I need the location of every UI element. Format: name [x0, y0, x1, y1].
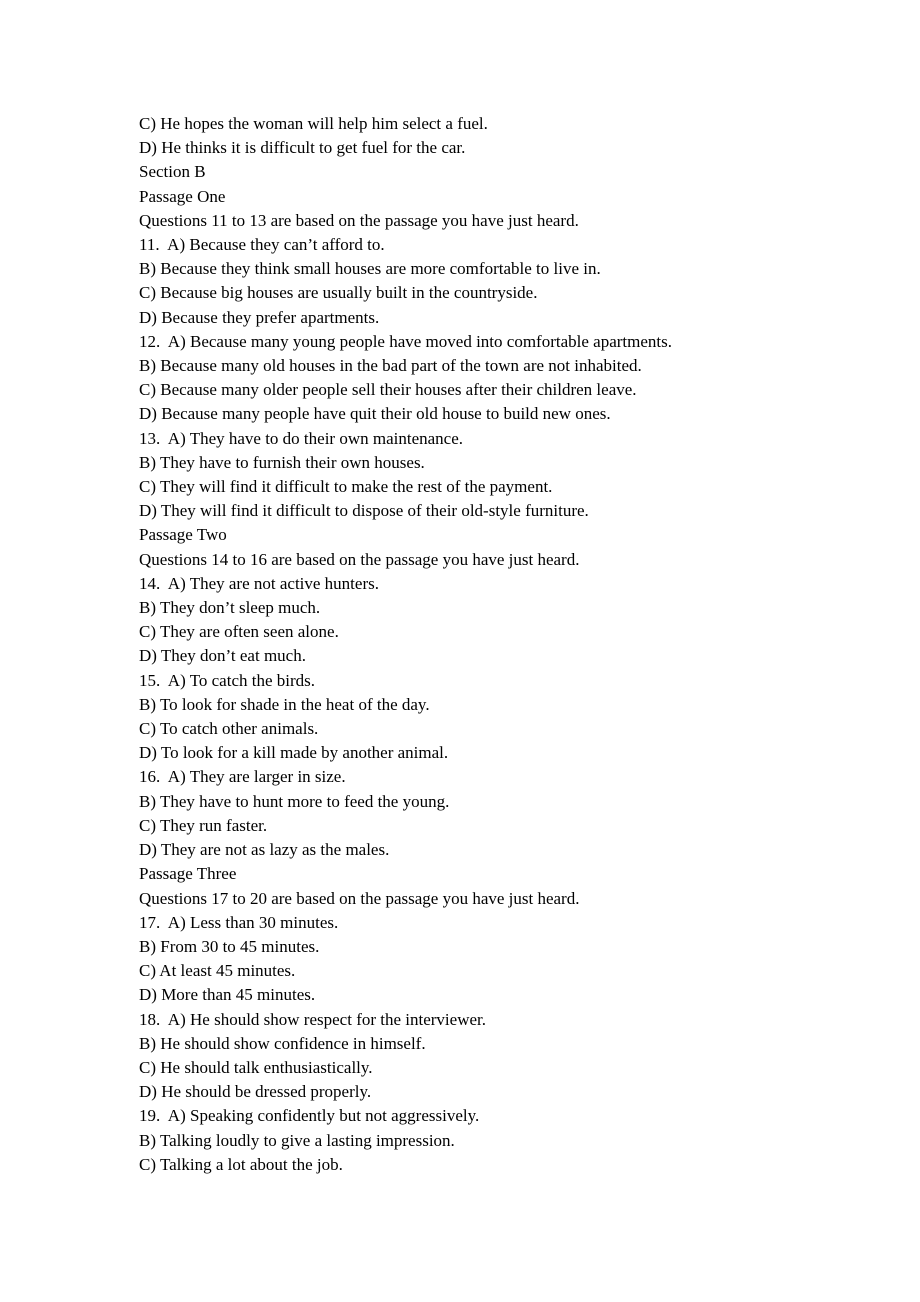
- question-line: 17. A) Less than 30 minutes.: [139, 912, 339, 932]
- passage-heading: Passage Two: [139, 525, 227, 545]
- option-line: C) To catch other animals.: [139, 719, 319, 739]
- option-line: D) Because many people have quit their old house to build new ones.: [139, 404, 611, 424]
- option-line: D) He should be dressed properly.: [139, 1082, 372, 1102]
- option-line: D) They are not as lazy as the males.: [139, 840, 390, 860]
- document-page: [139, 112, 879, 1177]
- option-line: C) At least 45 minutes.: [139, 961, 296, 981]
- question-line: 19. A) Speaking confidently but not aggressively.: [139, 1106, 480, 1126]
- question-line: 11. A) Because they can’t afford to.: [139, 235, 385, 255]
- option-line: D) He thinks it is difficult to get fuel for the car.: [139, 138, 466, 158]
- question-line: 12. A) Because many young people have moved into comfortable apartments.: [139, 331, 672, 351]
- option-line: B) Talking loudly to give a lasting impression.: [139, 1130, 455, 1150]
- option-line: C) He should talk enthusiastically.: [139, 1057, 373, 1077]
- option-line: D) Because they prefer apartments.: [139, 307, 380, 327]
- option-line: C) They run faster.: [139, 815, 268, 835]
- passage-heading: Passage One: [139, 186, 226, 206]
- option-line: C) They are often seen alone.: [139, 622, 339, 642]
- option-line: B) Because many old houses in the bad part of the town are not inhabited.: [139, 356, 642, 376]
- instructions-line: Questions 17 to 20 are based on the passage you have just heard.: [139, 888, 580, 908]
- option-line: B) From 30 to 45 minutes.: [139, 936, 320, 956]
- option-line: D) To look for a kill made by another animal.: [139, 743, 449, 763]
- instructions-line: Questions 11 to 13 are based on the passage you have just heard.: [139, 210, 579, 230]
- instructions-line: Questions 14 to 16 are based on the passage you have just heard.: [139, 549, 580, 569]
- option-line: C) He hopes the woman will help him select a fuel.: [139, 114, 488, 133]
- option-line: B) They have to furnish their own houses.: [139, 452, 425, 472]
- question-line: 16. A) They are larger in size.: [139, 767, 346, 787]
- option-line: C) Because big houses are usually built in the countryside.: [139, 283, 538, 303]
- option-line: B) He should show confidence in himself.: [139, 1033, 426, 1053]
- question-line: 18. A) He should show respect for the interviewer.: [139, 1009, 486, 1029]
- option-line: B) Because they think small houses are more comfortable to live in.: [139, 259, 601, 279]
- passage-heading: Passage Three: [139, 864, 237, 884]
- option-line: B) They have to hunt more to feed the young.: [139, 791, 450, 811]
- option-line: B) To look for shade in the heat of the day.: [139, 694, 430, 714]
- option-line: C) Talking a lot about the job.: [139, 1154, 343, 1174]
- option-line: B) They don’t sleep much.: [139, 598, 321, 618]
- section-heading: Section B: [139, 162, 206, 182]
- option-line: D) They don’t eat much.: [139, 646, 306, 666]
- question-line: 15. A) To catch the birds.: [139, 670, 316, 690]
- option-line: C) Because many older people sell their houses after their children leave.: [139, 380, 637, 400]
- option-line: D) They will find it difficult to dispose of their old-style furniture.: [139, 501, 589, 521]
- question-line: 13. A) They have to do their own maintenance.: [139, 428, 464, 448]
- question-line: 14. A) They are not active hunters.: [139, 573, 379, 593]
- option-line: D) More than 45 minutes.: [139, 985, 316, 1005]
- option-line: C) They will find it difficult to make the rest of the payment.: [139, 477, 553, 497]
